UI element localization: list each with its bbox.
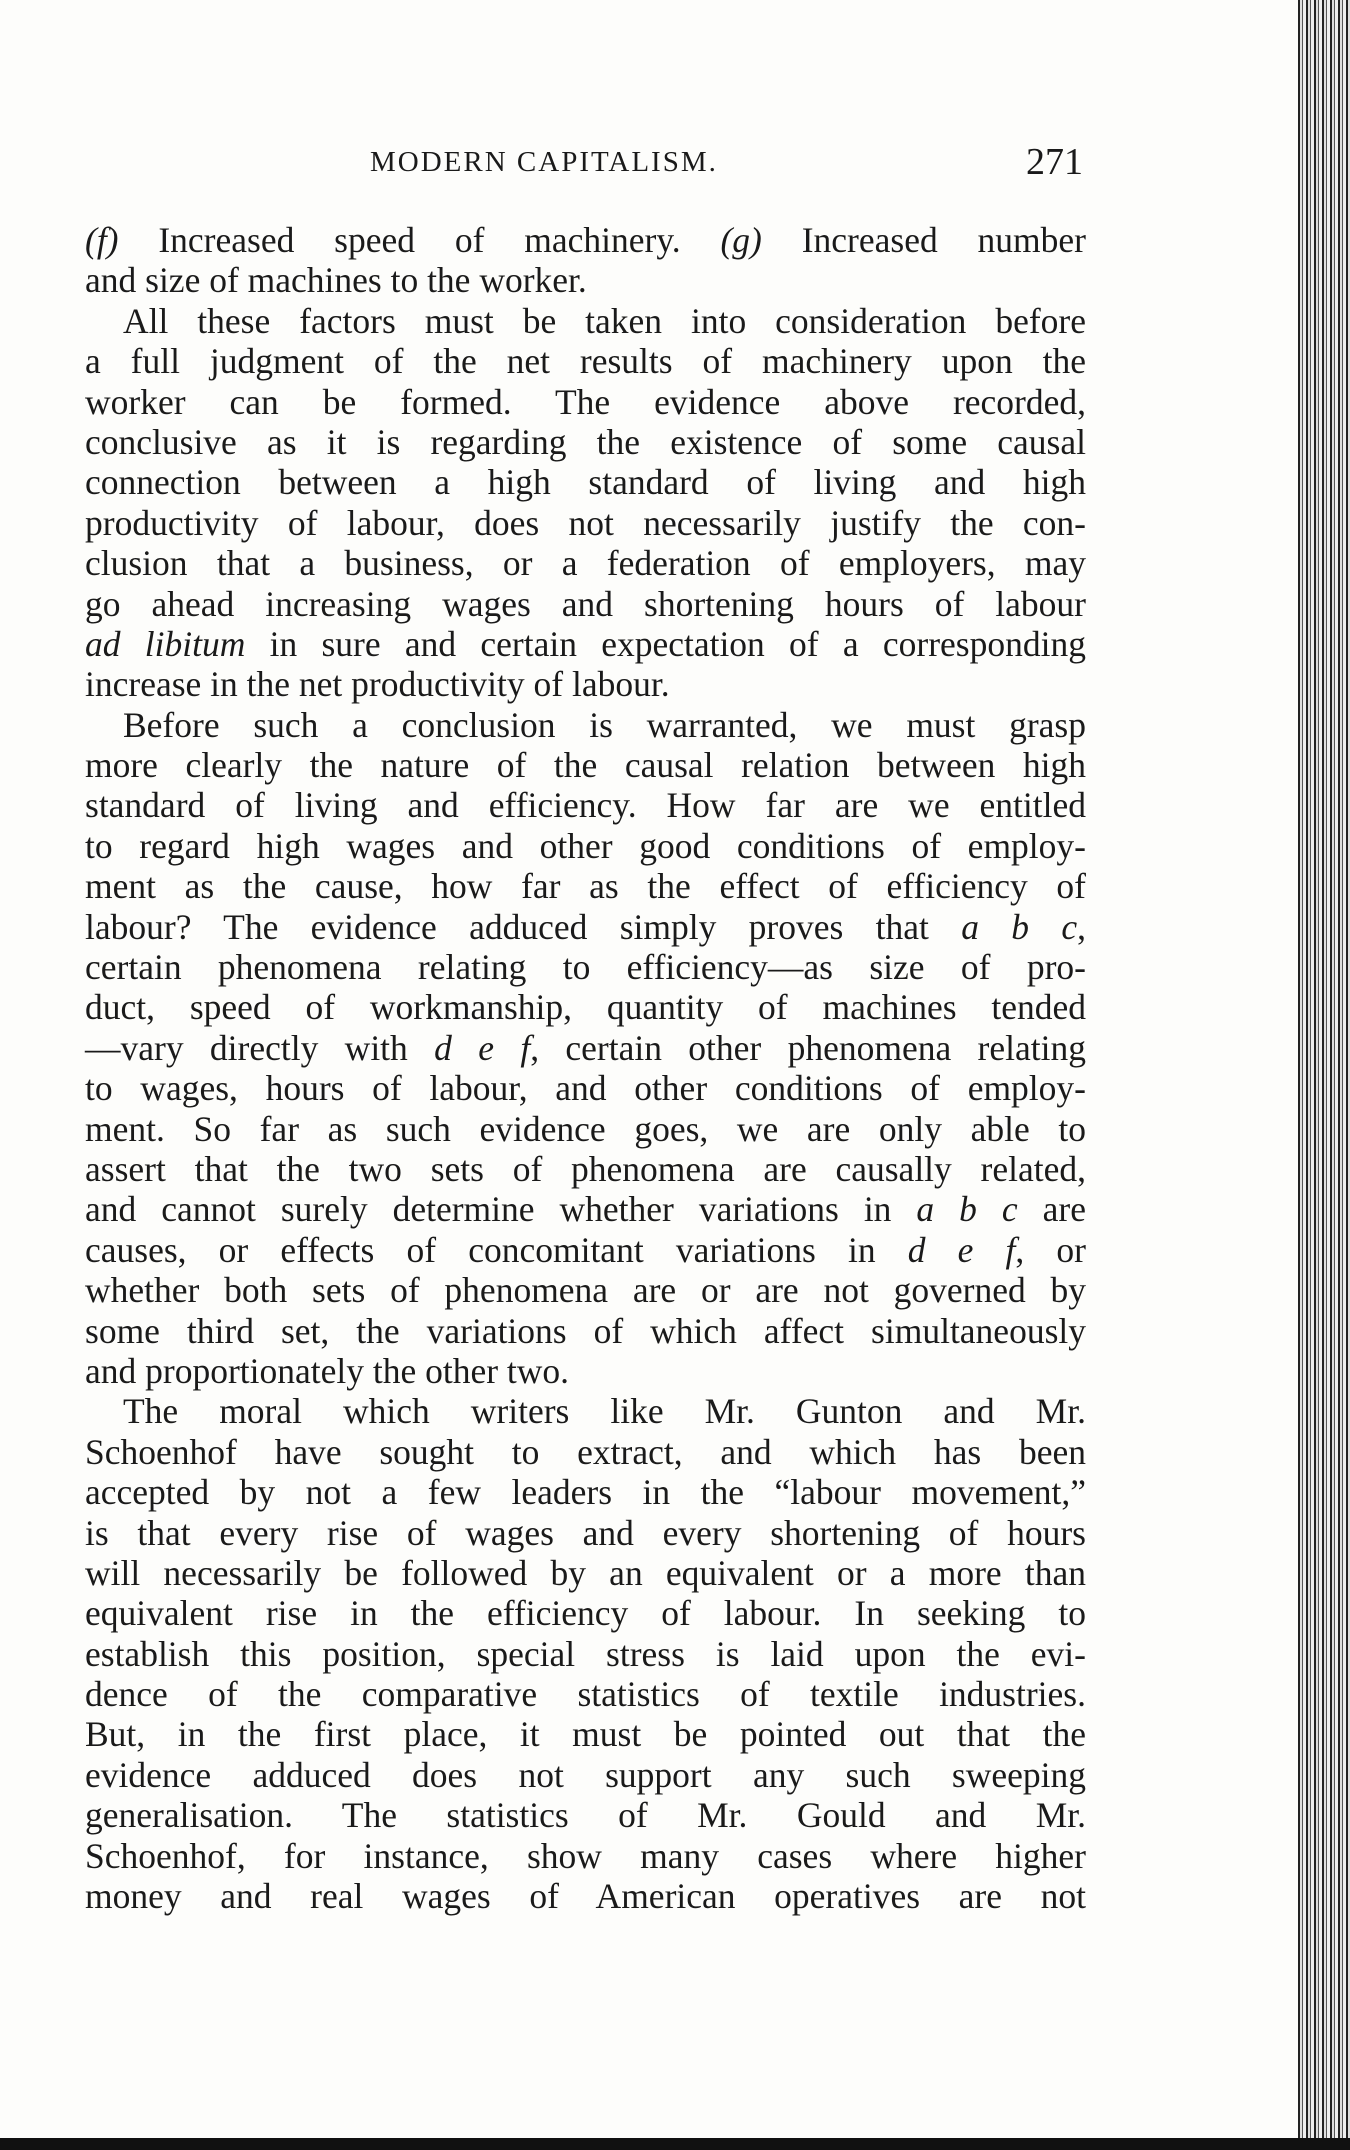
text-line (85, 1149, 1086, 1189)
text-segment: to regard high wages and other good conditions of employ- (85, 825, 1086, 866)
text-segment: a full judgment of the net results of machinery upon the (85, 341, 1086, 382)
text-line (85, 1311, 1086, 1351)
text-segment: go ahead increasing wages and shortening hours of labour (85, 583, 1086, 624)
text-line (85, 1755, 1086, 1795)
text-line (85, 220, 1086, 260)
text-segment: Increased speed of machinery. (118, 220, 721, 260)
text-segment: productivity of labour, does not necessarily justify the con- (85, 502, 1086, 543)
text-segment: accepted by not a few leaders in the “labour movement,” (85, 1472, 1086, 1513)
italic-text: d e f (434, 1027, 531, 1068)
text-segment: causes, or effects of concomitant variations in (85, 1229, 908, 1270)
text-line (85, 341, 1086, 381)
text-line (85, 301, 1086, 341)
text-segment: All these factors must be taken into consideration before (123, 300, 1086, 341)
text-line (85, 1028, 1086, 1068)
text-line (85, 1109, 1086, 1149)
text-line (85, 422, 1086, 462)
text-segment: —vary directly with (85, 1027, 435, 1068)
text-line (85, 260, 1086, 300)
italic-text: a b c (961, 906, 1078, 947)
text-segment: certain phenomena relating to efficiency—as size of pro- (85, 947, 1086, 988)
book-binding-edge (1298, 0, 1350, 2150)
text-line (85, 907, 1086, 947)
scan-bottom-edge (0, 2138, 1350, 2150)
italic-text: d e f (907, 1229, 1016, 1270)
text-line (85, 1230, 1086, 1270)
text-segment: will necessarily be followed by an equivalent or a more than (85, 1552, 1086, 1593)
text-line (85, 1472, 1086, 1512)
text-segment: ment as the cause, how far as the effect of efficiency of (85, 866, 1086, 907)
body-text (85, 220, 1086, 1916)
text-segment: clusion that a business, or a federation of employers, may (85, 543, 1086, 584)
text-line (85, 503, 1086, 543)
text-line (85, 1836, 1086, 1876)
text-segment: Before such a conclusion is warranted, we must grasp (123, 704, 1086, 745)
running-head-title: MODERN CAPITALISM. (370, 146, 718, 178)
page-number: 271 (1026, 141, 1083, 183)
text-line (85, 624, 1086, 664)
text-line (85, 664, 1086, 704)
text-segment: worker can be formed. The evidence above recorded, (85, 381, 1086, 422)
text-segment: and cannot surely determine whether variations in (85, 1189, 917, 1230)
italic-text: (g) (720, 220, 762, 260)
text-segment: conclusive as it is regarding the existence of some causal (85, 421, 1086, 462)
text-segment: Schoenhof have sought to extract, and which has been (85, 1431, 1086, 1472)
text-line (85, 1068, 1086, 1108)
text-line (85, 987, 1086, 1027)
text-segment: The moral which writers like Mr. Gunton and Mr. (123, 1391, 1086, 1432)
text-segment: and proportionately the other two. (85, 1350, 570, 1391)
text-segment: dence of the comparative statistics of textile industries. (85, 1674, 1086, 1715)
italic-text: (f) (85, 220, 119, 260)
text-segment: Schoenhof, for instance, show many cases where higher (85, 1835, 1086, 1876)
text-segment: But, in the first place, it must be pointed out that the (85, 1714, 1086, 1755)
running-head (0, 140, 1350, 184)
text-line (85, 745, 1086, 785)
text-line (85, 1593, 1086, 1633)
text-segment: in sure and certain expectation of a corresponding (245, 623, 1086, 664)
text-line (85, 866, 1086, 906)
text-segment: Increased number (761, 220, 1086, 260)
text-segment: to wages, hours of labour, and other conditions of employ- (85, 1068, 1086, 1109)
text-segment: are (1017, 1189, 1086, 1230)
text-segment: standard of living and efficiency. How far are we entitled (85, 785, 1086, 826)
text-segment: duct, speed of workmanship, quantity of machines tended (85, 987, 1086, 1028)
text-segment: some third set, the variations of which affect simultaneously (85, 1310, 1086, 1351)
text-line (85, 1795, 1086, 1835)
text-line (85, 1674, 1086, 1714)
text-segment: ment. So far as such evidence goes, we are only able to (85, 1108, 1086, 1149)
text-line (85, 1513, 1086, 1553)
text-segment: whether both sets of phenomena are or are not governed by (85, 1270, 1086, 1311)
text-line (85, 785, 1086, 825)
text-line (85, 1189, 1086, 1229)
text-segment: is that every rise of wages and every shortening of hours (85, 1512, 1086, 1553)
text-segment: labour? The evidence adduced simply proves that (85, 906, 962, 947)
text-segment: more clearly the nature of the causal relation between high (85, 745, 1086, 786)
text-line (85, 1270, 1086, 1310)
text-line (85, 584, 1086, 624)
text-segment: generalisation. The statistics of Mr. Gould and Mr. (85, 1795, 1086, 1836)
text-segment: increase in the net productivity of labour. (85, 664, 670, 705)
text-segment: and size of machines to the worker. (85, 260, 587, 301)
text-segment: , (1077, 906, 1086, 947)
text-line (85, 1432, 1086, 1472)
text-line (85, 1634, 1086, 1674)
text-line (85, 1351, 1086, 1391)
text-segment: connection between a high standard of living and high (85, 462, 1086, 503)
italic-text: a b c (916, 1189, 1018, 1230)
text-segment: establish this position, special stress is laid upon the evi- (85, 1633, 1086, 1674)
text-line (85, 1391, 1086, 1431)
text-segment: equivalent rise in the efficiency of labour. In seeking to (85, 1593, 1086, 1634)
text-line (85, 826, 1086, 866)
text-line (85, 1553, 1086, 1593)
text-segment: money and real wages of American operatives are not (85, 1876, 1086, 1917)
text-line (85, 1714, 1086, 1754)
text-segment: evidence adduced does not support any such sweeping (85, 1754, 1086, 1795)
text-line (85, 462, 1086, 502)
text-segment: , or (1015, 1229, 1086, 1270)
text-line (85, 1876, 1086, 1916)
text-segment: assert that the two sets of phenomena are causally related, (85, 1148, 1086, 1189)
text-line (85, 947, 1086, 987)
text-line (85, 543, 1086, 583)
text-line (85, 705, 1086, 745)
text-segment: , certain other phenomena relating (530, 1027, 1086, 1068)
italic-text: ad libitum (85, 623, 246, 664)
text-line (85, 382, 1086, 422)
